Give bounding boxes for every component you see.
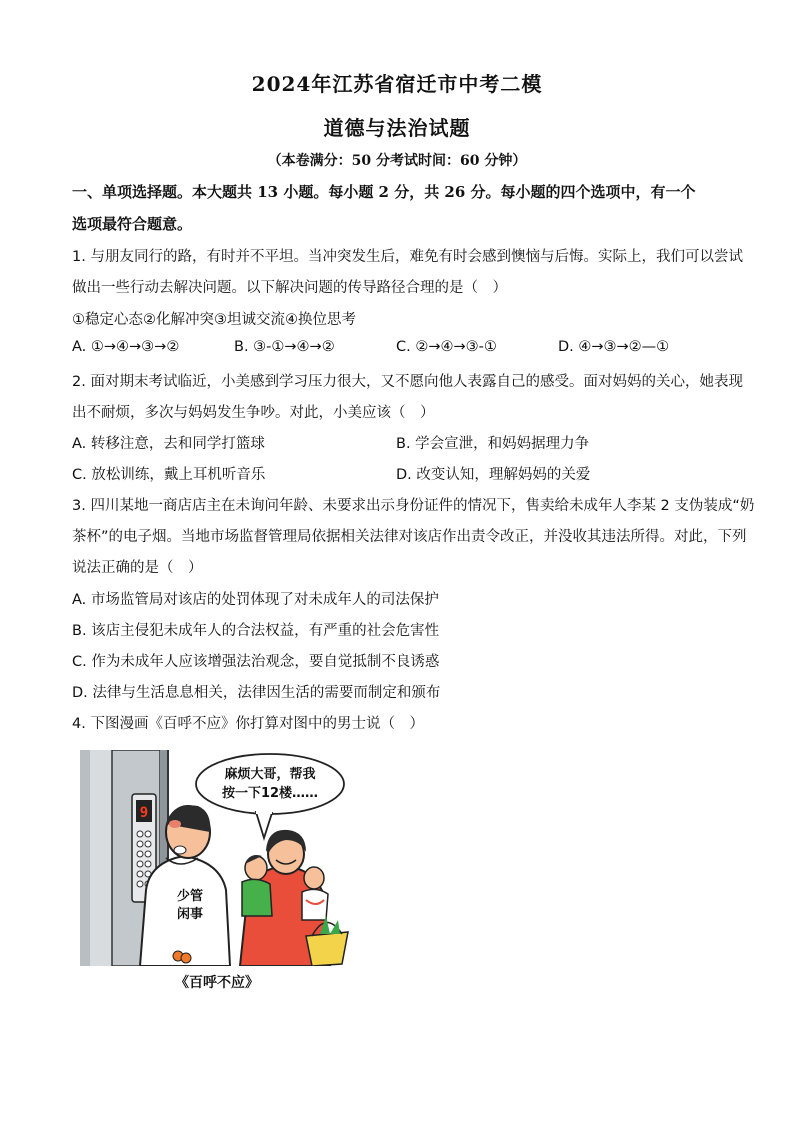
section-heading-line1: 一、单项选择题。本大题共 13 小题。每小题 2 分，共 26 分。每小题的四个选项中，有一个	[72, 183, 696, 201]
exam-subject: 道德与法治试题	[323, 116, 471, 140]
q2-option-a: A. 转移注意，去和同学打篮球	[72, 436, 265, 452]
bubble-line2: 按一下12楼……	[221, 786, 319, 801]
shirt-line2: 闲事	[176, 907, 204, 922]
q3-line3: 说法正确的是（ ）	[72, 560, 203, 576]
q2-line2: 出不耐烦，多次与妈妈发生争吵。对此，小美应该（ ）	[72, 405, 435, 421]
section-heading-line2: 选项最符合题意。	[72, 215, 193, 233]
shirt-line1: 少管	[176, 889, 204, 904]
q2-option-b: B. 学会宣泄，和妈妈据理力争	[396, 436, 590, 452]
comic-illustration	[80, 750, 354, 966]
q3-line1: 3. 四川某地一商店店主在未询问年龄、未要求出示身份证件的情况下，售卖给未成年人李某 2 支伪装成“奶	[72, 498, 755, 514]
q1-option-b: B. ③-①→④→②	[234, 339, 335, 355]
floor-display: 9	[139, 805, 149, 821]
comic-caption: 《百呼不应》	[175, 975, 259, 991]
q1-option-c: C. ②→④→③-①	[396, 339, 497, 355]
q3-option-c: C. 作为未成年人应该增强法治观念，要自觉抵制不良诱惑	[72, 654, 440, 670]
exam-title: 2024年江苏省宿迁市中考二模	[251, 72, 543, 96]
comic-svg	[80, 750, 354, 966]
q3-option-b: B. 该店主侵犯未成年人的合法权益，有严重的社会危害性	[72, 623, 440, 639]
q4-line1: 4. 下图漫画《百呼不应》你打算对图中的男士说（ ）	[72, 716, 424, 732]
q1-line3: ①稳定心态②化解冲突③坦诚交流④换位思考	[72, 312, 356, 328]
q1-option-a: A. ①→④→③→②	[72, 339, 180, 355]
q3-option-a: A. 市场监管局对该店的处罚体现了对未成年人的司法保护	[72, 592, 439, 608]
q1-line1: 1. 与朋友同行的路，有时并不平坦。当冲突发生后，难免有时会感到懊恼与后悔。实际上，我们可以尝试	[72, 249, 743, 265]
q2-option-c: C. 放松训练，戴上耳机听音乐	[72, 467, 266, 483]
q3-option-d: D. 法律与生活息息相关，法律因生活的需要而制定和颁布	[72, 685, 441, 701]
q2-option-d: D. 改变认知，理解妈妈的关爱	[396, 467, 591, 483]
bubble-line1: 麻烦大哥，帮我	[224, 767, 316, 782]
q3-line2: 茶杯”的电子烟。当地市场监督管理局依据相关法律对该店作出责令改正，并没收其违法所得。对此，下列	[72, 529, 747, 545]
q2-line1: 2. 面对期末考试临近，小美感到学习压力很大，又不愿向他人表露自己的感受。面对妈妈的关心，她表现	[72, 374, 743, 390]
q1-option-d: D. ④→③→②—①	[558, 339, 670, 355]
exam-meta: （本卷满分：50 分考试时间：60 分钟）	[267, 153, 527, 169]
q1-line2: 做出一些行动去解决问题。以下解决问题的传导路径合理的是（ ）	[72, 280, 507, 296]
